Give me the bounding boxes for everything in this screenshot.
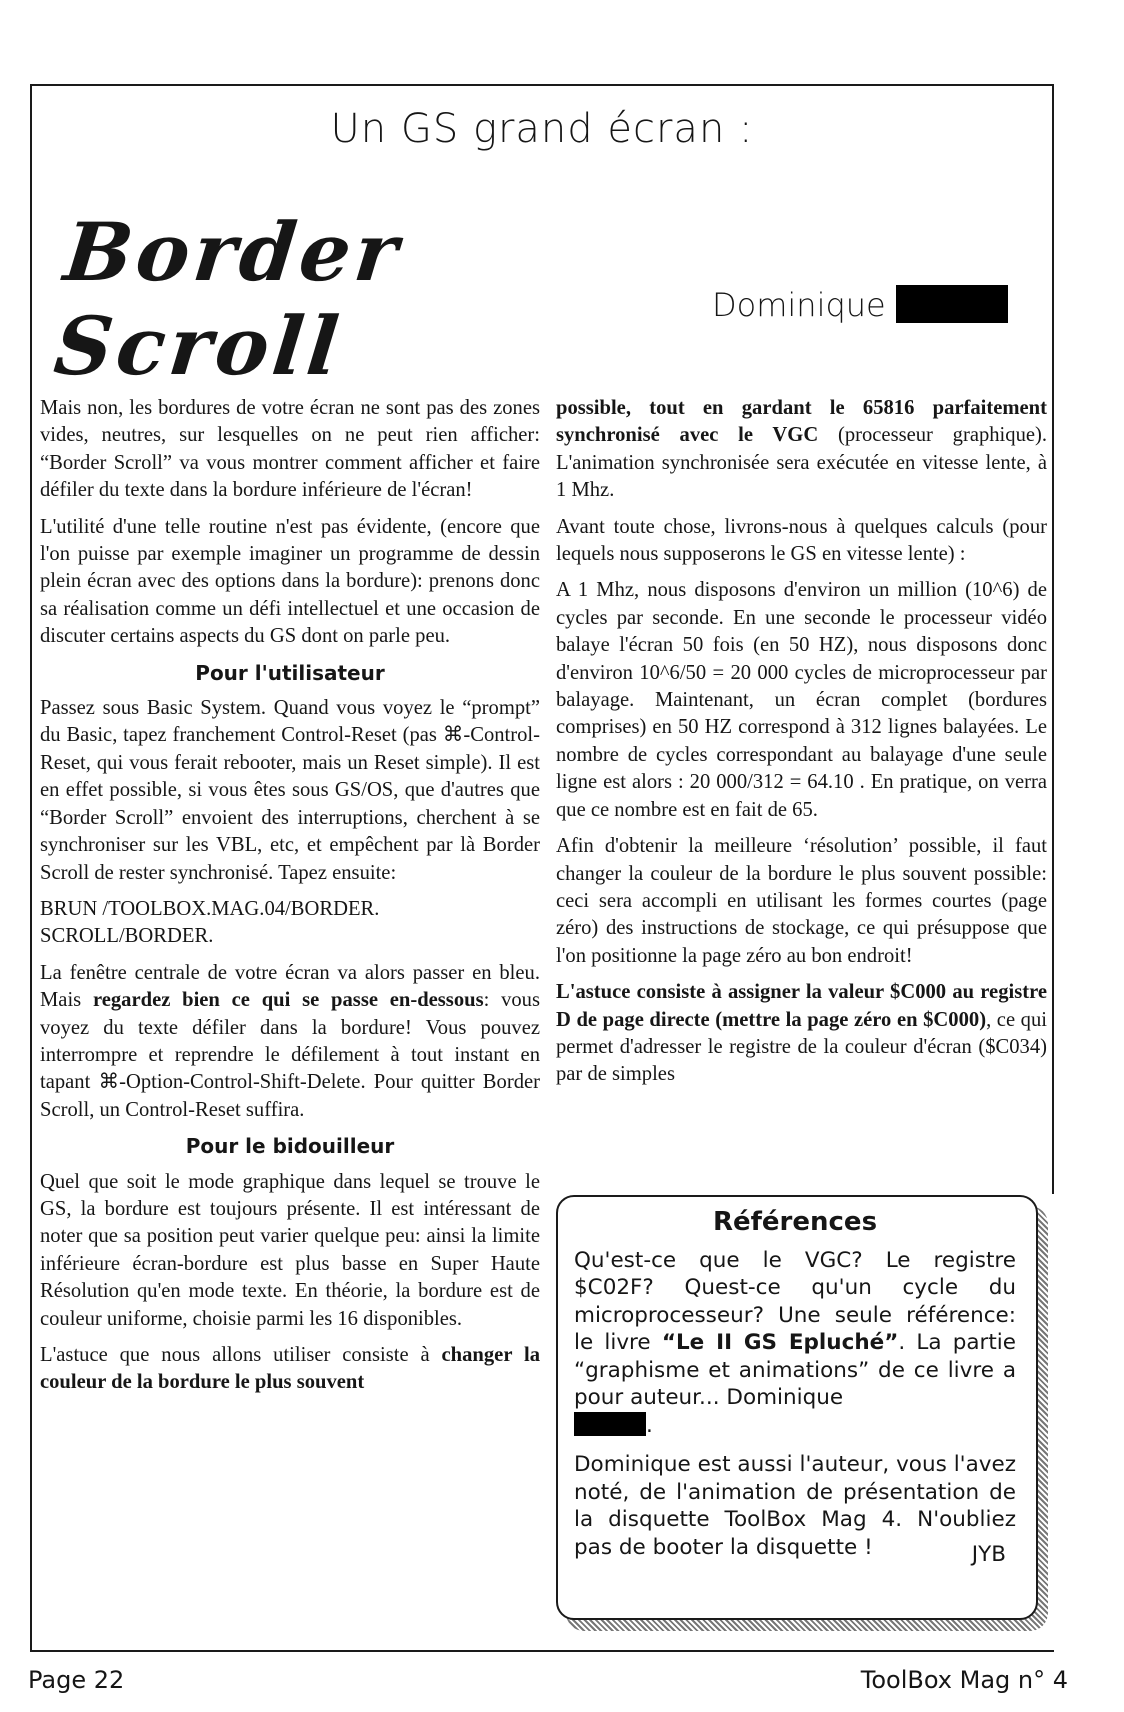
text-run: Qu'est-ce que le VGC? Le registre $C02F? Quest-ce qu'un cycle du microprocesseur? Une seule référence: le livre — [574, 1247, 1016, 1355]
references-paragraph: Dominique est aussi l'auteur, vous l'avez noté, de l'animation de présentation de la disquette ToolBox Mag 4. N'oubliez pas de booter la disquette ! — [574, 1452, 1016, 1560]
paragraph: Mais non, les bordures de votre écran ne sont pas des zones vides, neutres, sur lesquelles on ne peut rien afficher: “Border Scroll” va vous montrer comment afficher et faire défiler du texte dans la bordure inférieure de l'écran! — [40, 397, 540, 502]
paragraph — [40, 1342, 540, 1397]
paragraph — [40, 960, 540, 1124]
paragraph: L'utilité d'une telle routine n'est pas évidente, (encore que l'on puisse par exemple imaginer un programme de dessin plein écran avec des options dans la bordure): prenons donc sa réalisation comme un défi intellectuel et une occasion de discuter certains aspects du GS dont on parle peu. — [40, 515, 540, 648]
article-title: Border Scroll — [50, 205, 406, 393]
redacted-surname — [574, 1412, 646, 1436]
text-run: (processeur graphique). L'animation synchronisée sera exécutée en vitesse lente, à 1 Mhz. — [556, 424, 1048, 502]
paragraph: Passez sous Basic System. Quand vous voyez le “prompt” du Basic, tapez franchement Control-Reset (pas ⌘-Control-Reset, qui vous ferait rebooter, mais un Reset simple). Il est en effet possible, si vous êtes sous GS/OS, que d'autres que “Border Scroll” envoient des interruptions, cherchent à se synchroniser sur les VBL, etc, et empêchent par là Border Scroll de rester synchronisé. Tapez ensuite: — [40, 697, 540, 884]
text-run: , ce qui permet d'adresser le registre de la couleur d'écran ($C034) par de simples — [556, 1008, 1047, 1086]
references-box — [556, 1195, 1038, 1620]
bold-text-run: changer la couleur de la bordure le plus souvent — [40, 1344, 540, 1394]
text-run: : vous voyez du texte défiler dans la bordure! Vous pouvez interrompre et reprendre le défilement à tout instant en tapant ⌘-Option-Control-Shift-Delete. Pour quitter Border Scroll, un Control-Reset suffira. — [40, 989, 540, 1121]
paragraph: A 1 Mhz, nous disposons d'environ un million (10^6) de cycles par seconde. En une seconde le processeur vidéo balaye l'écran 50 fois (en 50 HZ), nous disposons donc d'environ 10^6/50 = 20 000 cycles de microprocesseur par balayage. Maintenant, un écran complet (bordures comprises) en 50 HZ correspond à 312 lignes balayées. Le nombre de cycles correspondant au balayage d'une seule ligne est alors : 20 000/312 = 64.10 . En pratique, on verra que ce nombre est en fait de 65. — [556, 579, 1047, 821]
bold-text-run: L'astuce consiste à assigner la valeur $C000 au registre D de page directe (mettre la page zéro en $C000) — [556, 981, 1047, 1031]
right-column — [556, 395, 1047, 1098]
text-run: L'astuce que nous allons utiliser consiste à — [40, 1344, 442, 1366]
paragraph — [556, 979, 1047, 1089]
text-run: . La partie “graphisme et animations” de ce livre a pour auteur... Dominique — [574, 1330, 1017, 1410]
paragraph: Afin d'obtenir la meilleure ‘résolution’ possible, il faut changer la couleur de la bordure le plus souvent possible: ceci sera accompli en utilisant les formes courtes (page zéro) des instructions de stockage, ce qui présuppose que l'on positionne la page zéro au bon endroit! — [556, 835, 1047, 967]
command-line-part: SCROLL/BORDER. — [40, 925, 214, 948]
author-byline — [712, 286, 1008, 324]
author-name: Dominique — [712, 286, 886, 324]
command-line — [40, 896, 540, 951]
article-frame-right-edge — [1052, 84, 1054, 1194]
article-kicker: Un GS grand écran : — [330, 106, 754, 152]
book-title: “Le II GS Epluché” — [661, 1330, 899, 1355]
paragraph: Avant toute chose, livrons-nous à quelques calculs (pour lequels nous supposerons le GS en vitesse lente) : — [556, 515, 1047, 566]
redacted-surname — [896, 285, 1008, 323]
paragraph — [556, 395, 1047, 505]
references-paragraph: Qu'est-ce que le VGC? Le registre $C02F? Quest-ce qu'un cycle du microprocesseur? Une seule référence: le livre “Le II GS Epluché”. La partie “graphisme et animations” de ce livre a pour auteur... Dominique . — [574, 1247, 1017, 1438]
command-line-part: BRUN /TOOLBOX.MAG.04/BORDER. — [40, 897, 380, 920]
bold-text-run: regardez bien ce qui se passe en-dessous — [92, 989, 484, 1012]
page-number: Page 22 — [28, 1666, 125, 1694]
section-heading: Pour le bidouilleur — [185, 1134, 395, 1159]
section-heading: Pour l'utilisateur — [195, 660, 385, 685]
magazine-issue: ToolBox Mag n° 4 — [860, 1666, 1068, 1694]
bold-text-run: possible, tout en gardant le 65816 parfaitement synchronisé avec le VGC — [556, 397, 1047, 447]
paragraph: Quel que soit le mode graphique dans lequel se trouve le GS, la bordure est toujours présente. Il est intéressant de noter que sa position peut varier quelque peu: ainsi la limite inférieure écran-bordure est plus basse en Super Haute Résolution qu'en mode texte. En théorie, la bordure est de couleur uniforme, choisie parmi les 16 disponibles. — [40, 1170, 540, 1330]
text-run: La fenêtre centrale de votre écran va alors passer en bleu. Mais — [40, 961, 540, 1012]
references-title: Références — [712, 1207, 878, 1237]
left-column — [40, 395, 540, 1406]
signature: JYB — [971, 1542, 1006, 1567]
